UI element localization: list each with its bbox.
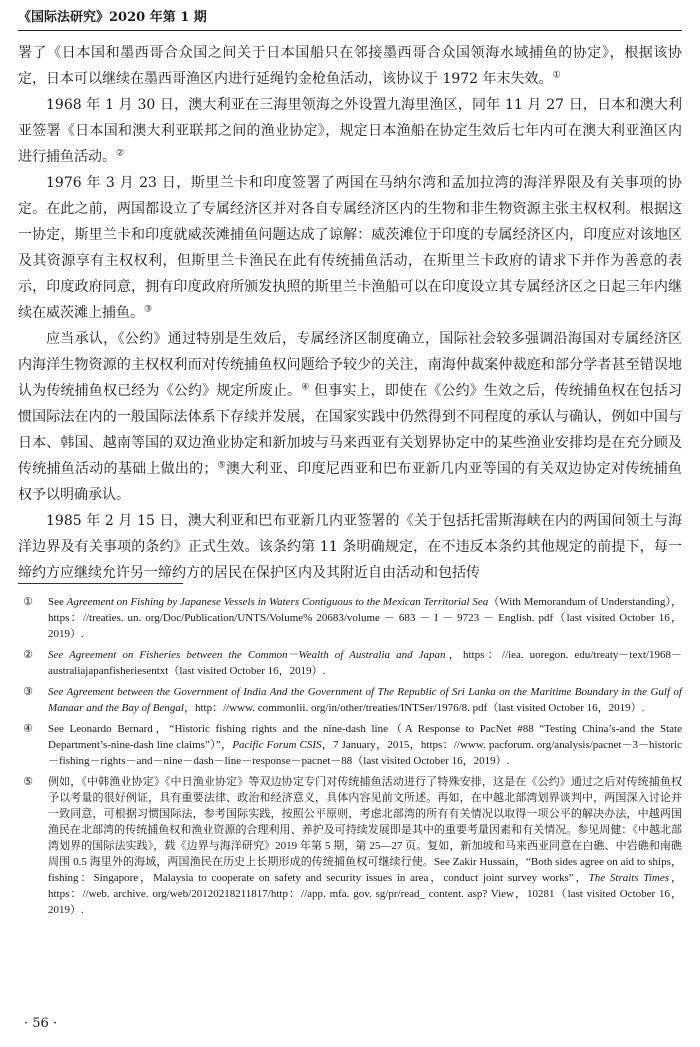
footnote-text: See Leonardo Bernard，“Historic fishing rights and the nine-dash line（A Response to PacNet #88 “Testing China’s-and the State Department’s-nine-dash line claims”）”， — [48, 723, 682, 751]
footnote-text: ，https：//web. archive. org/web/20120218211817/http：//app. mfa. gov. sg/pr/read_ content. asp? View，10281（last visited October 16，2019）. — [48, 872, 683, 916]
footnote-number: ② — [23, 649, 33, 661]
footnote-text: ，https：//iea. uoregon. edu/treaty－text/1968－australiajapanfisheriesentxt（last visited October 16，2019）. — [48, 649, 682, 677]
footnote-title: See Agreement on Fisheries between the Common－Wealth of Australia and Japan — [48, 649, 446, 661]
paragraph-text: 澳大利亚、印度尼西亚和巴布亚新几内亚等国的有关双边协定对传统捕鱼权予以明确承认。 — [18, 461, 683, 503]
footnote-2 — [18, 647, 682, 679]
footnote-ref-4[interactable]: ④ — [301, 382, 310, 393]
footnote-number: ① — [23, 596, 33, 608]
paragraph-text: 1968 年 1 月 30 日，澳大利亚在三海里领海之外设置九海里渔区，同年 11 月 27 日，日本和澳大利亚签署《日本国和澳大利亚联邦之间的渔业协定》，规定日本渔船在协定生效后七年内可在澳大利亚渔区内进行捕鱼活动。 — [18, 97, 682, 165]
paragraph-2 — [18, 92, 682, 170]
paragraph-3 — [18, 170, 682, 326]
footnote-number: ④ — [23, 723, 33, 735]
footnote-text: See — [48, 596, 67, 608]
footnotes — [18, 594, 682, 923]
paragraph-1 — [18, 40, 682, 92]
footnote-number: ③ — [23, 686, 33, 698]
footnote-number: ⑤ — [23, 776, 33, 788]
paragraph-4 — [18, 326, 682, 508]
paragraph-text: 应当承认，《公约》通过特别是生效后，专属经济区制度确立，国际社会较多强调沿海国对专属经济区内海洋生物资源的主权权利而对传统捕鱼权问题给予较少的关注，南海仲裁案仲裁庭和部分学者甚至错误地认为传统捕鱼权已经为《公约》规定所废止。 — [18, 331, 682, 399]
footnote-3 — [18, 684, 682, 716]
footnote-text: ，7 January，2015，https：//www. pacforum. org/analysis/pacnet－3－historic－fishing－rights－and－nine－dash－line－response－pacnet－88（last visited October 16，2019）. — [48, 739, 682, 767]
paragraph-text: 但事实上，即使在《公约》生效之后，传统捕鱼权在包括习惯国际法在内的一般国际法体系下存续并发展，在国家实践中仍然得到不同程度的承认与确认，例如中国与日本、韩国、越南等国的双边渔业协定和新加坡与马来西亚有关划界协定中的某些渔业安排均是在充分顾及传统捕鱼活动的基础上做出的； — [18, 383, 683, 477]
footnote-text: 例如，《中韩渔业协定》《中日渔业协定》等双边协定专门对传统捕鱼活动进行了特殊安排，这是在《公约》通过之后对传统捕鱼权予以考量的很好例证，具有重要法律、政治和经济意义，具体内容见前文所述。再如，在中越北部湾划界谈判中，两国深入讨论并一致同意，可根据习惯国际法，参考国际实践，按照公平原则，考虑北部湾的所有有关情况以取得一项公平的解决办法，中越两国渔民在北部湾的传统捕鱼权和渔业资源的合理利用、养护及可持续发展即是其中的重要考量因素和有关情况。参见周健：《中越北部湾划界的国际法实践》，载《边界与海洋研究》2019 年第 5 期，第 25—27 页。复如，新加坡和马来西亚同意在白礁、中岩礁和南礁周围 0.5 海里外的海域，两国渔民在历史上长期形成的传统捕鱼权可继续行使。See Zakir Hussain，“Both sides agree on aid to ships，fishing：Singapore，Malaysia to cooperate on safety and security issues in area，conduct joint survey works”， — [48, 776, 682, 884]
footnote-title: The Straits Times — [588, 872, 670, 884]
footnote-title: Pacific Forum CSIS — [232, 739, 322, 751]
paragraph-text: 署了《日本国和墨西哥合众国之间关于日本国船只在邻接墨西哥合众国领海水域捕鱼的协定》，根据该协定，日本可以继续在墨西哥渔区内进行延绳钓金枪鱼活动，该协议于 1972 年末失效。 — [18, 45, 682, 87]
main-text — [18, 40, 682, 586]
footnote-title: Agreement on Fishing by Japanese Vessels in Waters Contiguous to the Mexican Territorial Sea — [66, 596, 489, 608]
footnote-title: See Agreement between the Government of India And the Government of The Republic of Sri Lanka on the Maritime Boundary in the Gulf of Manaar and the Bay of Bengal — [48, 686, 682, 714]
page-number: · 56 · — [24, 1016, 58, 1031]
paragraph-5 — [18, 508, 682, 586]
footnote-4 — [18, 721, 682, 769]
footnote-ref-3[interactable]: ③ — [144, 304, 153, 315]
paragraph-text: 1985 年 2 月 15 日，澳大利亚和巴布亚新几内亚签署的《关于包括托雷斯海峡在内的两国间领土与海洋边界及有关事项的条约》正式生效。该条约第 11 条明确规定，在不违反本条约其他规定的前提下，每一缔约方应继续允许另一缔约方的居民在保护区内及其附近自由活动和包括传 — [18, 513, 682, 581]
paragraph-text: 1976 年 3 月 23 日，斯里兰卡和印度签署了两国在马纳尔湾和孟加拉湾的海洋界限及有关事项的协定。在此之前，两国都设立了专属经济区并对各自专属经济区内的生物和非生物资源主张主权权利。根据这一协定，斯里兰卡和印度就威茨滩捕鱼问题达成了谅解：威茨滩位于印度的专属经济区内，印度应对该地区及其资源享有主权权利，但斯里兰卡渔民在此有传统捕鱼活动，在斯里兰卡政府的请求下并作为善意的表示，印度政府同意，拥有印度政府所颁发执照的斯里兰卡渔船可以在印度设立其专属经济区之日起三年内继续在威茨滩上捕鱼。 — [18, 175, 682, 321]
footnote-ref-5[interactable]: ⑤ — [217, 460, 226, 471]
footnote-ref-2[interactable]: ② — [116, 148, 125, 159]
footnote-5 — [18, 774, 682, 918]
footnote-text: （With Memorandum of Understanding），https：//treaties. un. org/Doc/Publication/UNTS/Volume% 20683/volume － 683 － I － 9723 － English. pdf（last visited October 16，2019）. — [48, 596, 682, 640]
footnote-1 — [18, 594, 682, 642]
running-header: 《国际法研究》2020 年第 1 期 — [18, 8, 682, 31]
footnote-separator — [18, 583, 183, 584]
footnote-text: ，http：//www. commonlii. org/in/other/treaties/INTSer/1976/8. pdf（last visited October 16，2019）. — [183, 702, 645, 714]
footnote-ref-1[interactable]: ① — [552, 70, 561, 81]
